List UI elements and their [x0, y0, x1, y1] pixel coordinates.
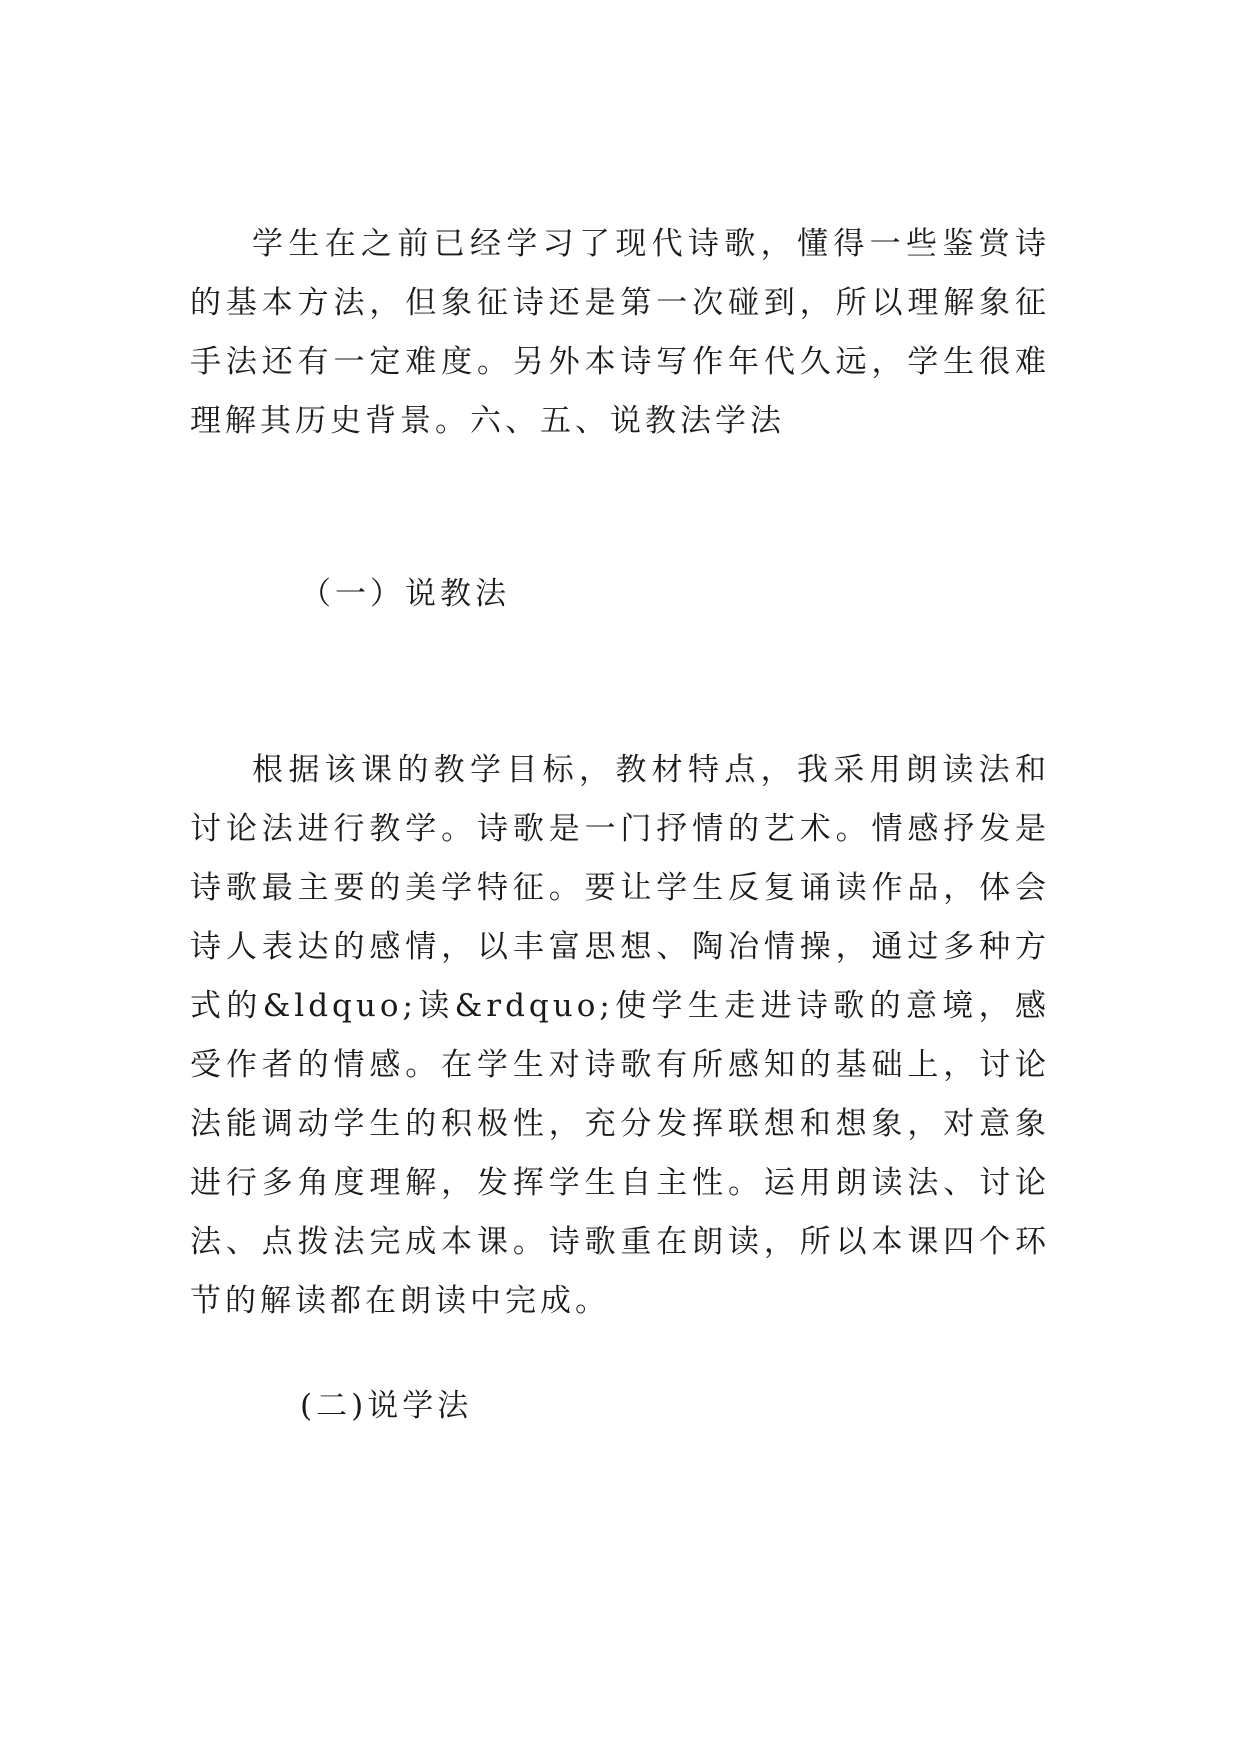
section-heading: （一）说教法 [300, 576, 510, 612]
body-paragraph: 学生在之前已经学习了现代诗歌，懂得一些鉴赏诗的基本方法，但象征诗还是第一次碰到，所以理解象征手法还有一定难度。另外本诗写作年代久远，学生很难理解其历史背景。六、五、说教法学法 [190, 226, 1050, 439]
body-paragraph: 根据该课的教学目标，教材特点，我采用朗读法和讨论法进行教学。诗歌是一门抒情的艺术。情感抒发是诗歌最主要的美学特征。要让学生反复诵读作品，体会诗人表达的感情，以丰富思想、陶冶情操，通过多种方式的&ldquo;读&rdquo;使学生走进诗歌的意境，感受作者的情感。在学生对诗歌有所感知的基础上，讨论法能调动学生的积极性，充分发挥联想和想象，对意象进行多角度理解，发挥学生自主性。运用朗读法、讨论法、点拨法完成本课。诗歌重在朗读，所以本课四个环节的解读都在朗读中完成。 [190, 752, 1050, 1319]
section-heading: (二)说学法 [300, 1388, 473, 1424]
